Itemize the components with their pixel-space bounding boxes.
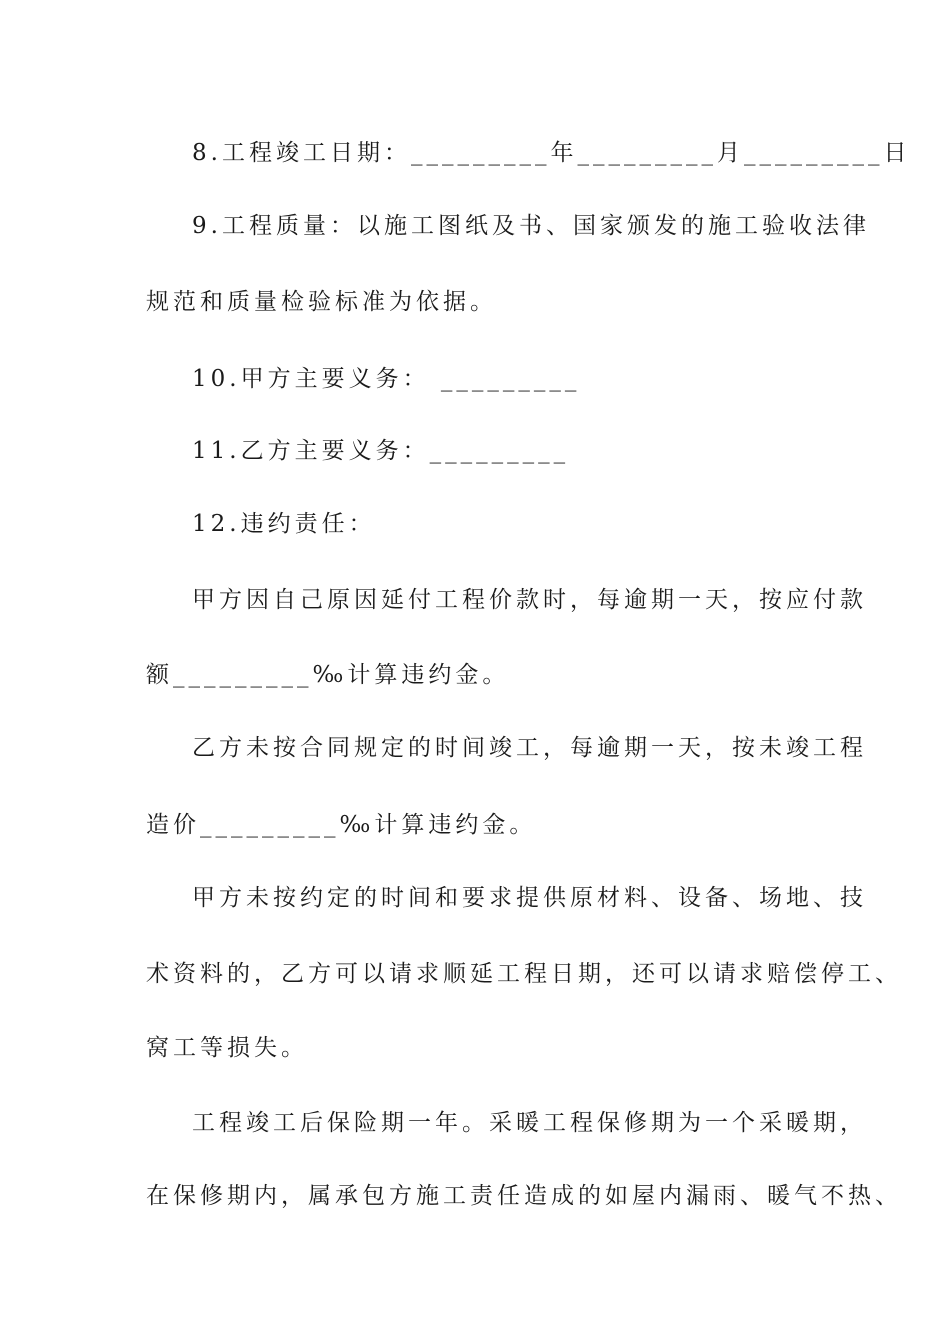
clause-9-quality-line-2: 规范和质量检验标准为依据。 — [146, 289, 497, 315]
liability-party-a-line-1: 甲方因自己原因延付工程价款时，每逾期一天，按应付款 — [192, 587, 867, 613]
clause-8-completion-date: 8.工程竣工日期：_________年_________月_________日 — [192, 140, 911, 166]
clause-12-liability-heading: 12.违约责任： — [192, 511, 376, 537]
liability-materials-line-2: 术资料的，乙方可以请求顺延工程日期，还可以请求赔偿停工、 — [146, 961, 902, 987]
warranty-line-1: 工程竣工后保险期一年。采暖工程保修期为一个采暖期， — [192, 1110, 867, 1136]
warranty-line-2: 在保修期内，属承包方施工责任造成的如屋内漏雨、暖气不热、 — [146, 1183, 902, 1209]
liability-party-b-line-2: 造价_________‰计算违约金。 — [146, 812, 537, 838]
liability-materials-line-3: 窝工等损失。 — [146, 1035, 308, 1061]
clause-9-quality-line-1: 9.工程质量：以施工图纸及书、国家颁发的施工验收法律 — [192, 213, 870, 239]
liability-materials-line-1: 甲方未按约定的时间和要求提供原材料、设备、场地、技 — [192, 885, 867, 911]
liability-party-b-line-1: 乙方未按合同规定的时间竣工，每逾期一天，按未竣工程 — [192, 735, 867, 761]
clause-11-party-b-duties: 11.乙方主要义务：_________ — [192, 438, 570, 464]
clause-10-party-a-duties: 10.甲方主要义务： _________ — [192, 366, 581, 392]
liability-party-a-line-2: 额_________‰计算违约金。 — [146, 662, 510, 688]
